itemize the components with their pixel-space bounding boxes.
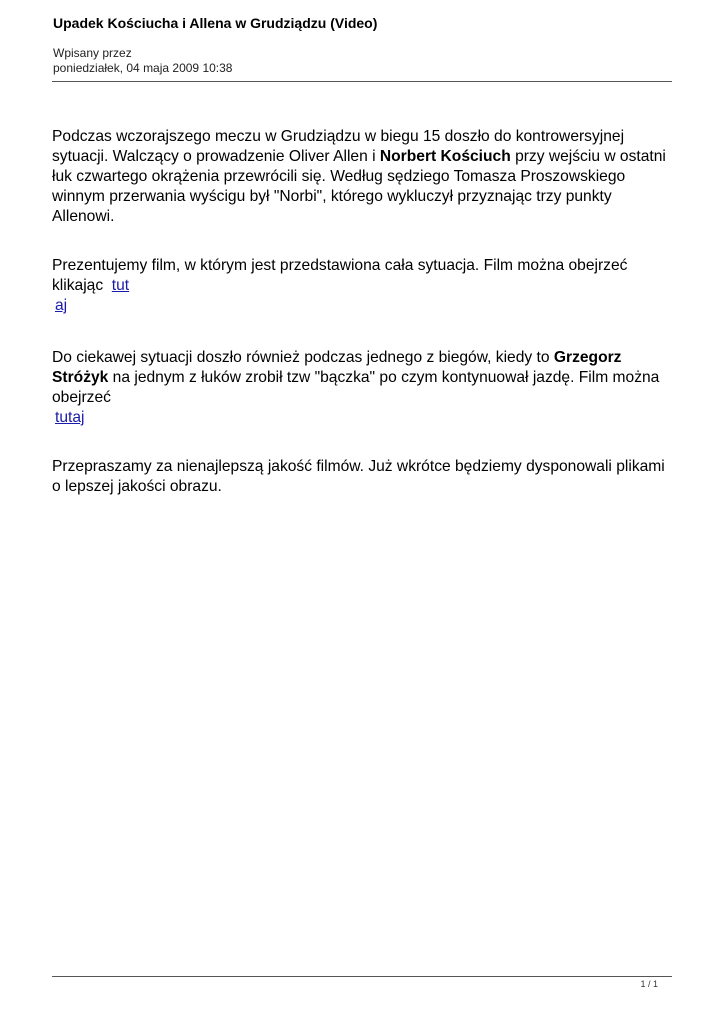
- article-meta: [53, 46, 232, 76]
- paragraph-apology-text: Przepraszamy za nienajlepszą jakość filmów. Już wkrótce będziemy dysponowali plikami o lepszej jakości obrazu.: [52, 458, 665, 495]
- paragraph-video-2: [52, 348, 672, 428]
- paragraph-apology: [52, 457, 672, 497]
- footer-divider: [52, 976, 672, 977]
- paragraph-crash-text-end: przy wejściu w ostatni łuk czwartego okrążenia przewrócili się. Według sędziego Tomasza Proszowskiego winnym przerwania wyścigu był "Norbi", którego wykluczył przyznając trzy punkty Allenowi.: [52, 148, 666, 225]
- page-number: 1 / 1: [640, 979, 658, 989]
- paragraph-video-1-text: Prezentujemy film, w którym jest przedstawiona cała sytuacja. Film można obejrzeć klikając: [52, 257, 632, 294]
- paragraph-crash-text-start: Podczas wczorajszego meczu w Grudziądzu w biegu 15 doszło do kontrowersyjnej sytuacji. Walczący o prowadzenie Oliver Allen i: [52, 128, 625, 165]
- paragraph-video-2-text-start: Do ciekawej sytuacji doszło również podczas jednego z biegów, kiedy to: [52, 349, 554, 366]
- paragraph-crash: [52, 127, 672, 227]
- publish-date: poniedziałek, 04 maja 2009 10:38: [53, 61, 233, 75]
- paragraph-video-2-text-end: na jednym z łuków zrobił tzw "bączka" po czym kontynuował jazdę. Film można obejrzeć: [52, 369, 660, 406]
- header-divider: [52, 81, 672, 82]
- rider-name-koscciuch: Norbert Kościuch: [379, 148, 511, 165]
- author-label: Wpisany przez: [53, 46, 132, 60]
- rider-name-strozyk: Grzegorz Stróżyk: [52, 349, 622, 386]
- video-link-2[interactable]: tutaj: [55, 409, 85, 426]
- video-link-1-part1[interactable]: tut: [111, 277, 130, 294]
- page-title: Upadek Kościucha i Allena w Grudziądzu (Video): [53, 15, 378, 31]
- paragraph-video-1: [52, 256, 672, 316]
- video-link-1-part2[interactable]: aj: [55, 297, 68, 314]
